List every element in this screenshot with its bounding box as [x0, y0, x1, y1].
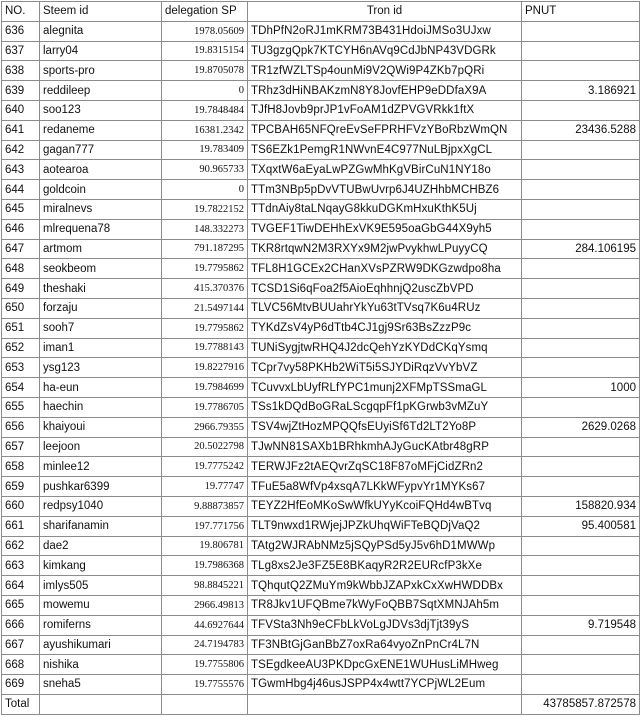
cell-no: 642: [2, 140, 40, 160]
cell-delegation-sp: 19.7822152: [162, 199, 248, 219]
cell-steem-id: pushkar6399: [40, 477, 162, 497]
cell-no: 657: [2, 437, 40, 457]
cell-steem-id: larry04: [40, 41, 162, 61]
cell-no: 668: [2, 655, 40, 675]
cell-pnut: [522, 536, 640, 556]
cell-delegation-sp: 19.7788143: [162, 338, 248, 358]
cell-pnut: [522, 595, 640, 615]
cell-pnut: [522, 100, 640, 120]
table-row: [2, 279, 640, 299]
cell-steem-id: imlys505: [40, 576, 162, 596]
cell-tron-id: TJwNN81SAXb1BRhkmhAJyGucKAtbr48gRP: [248, 437, 522, 457]
total-empty-steem: [40, 694, 162, 714]
total-pnut: 43785857.872578: [522, 694, 640, 714]
cell-tron-id: TTdnAiy8taLNqayG8kkuDGKmHxuKthK5Uj: [248, 199, 522, 219]
cell-tron-id: TU3gzgQpk7KTCYH6nAVq9CdJbNP43VDGRk: [248, 41, 522, 61]
cell-pnut: [522, 21, 640, 41]
table-row: [2, 318, 640, 338]
table-row: [2, 635, 640, 655]
table-row: [2, 576, 640, 596]
cell-delegation-sp: 16381.2342: [162, 120, 248, 140]
cell-pnut: [522, 556, 640, 576]
cell-no: 661: [2, 516, 40, 536]
cell-steem-id: khaiyoui: [40, 417, 162, 437]
cell-steem-id: reddileep: [40, 81, 162, 101]
cell-no: 662: [2, 536, 40, 556]
cell-no: 653: [2, 358, 40, 378]
cell-no: 654: [2, 378, 40, 398]
cell-no: 665: [2, 595, 40, 615]
cell-delegation-sp: 98.8845221: [162, 576, 248, 596]
cell-steem-id: ysg123: [40, 358, 162, 378]
table-row: [2, 160, 640, 180]
cell-tron-id: TERWJFz2tAEQvrZqSC18F87oMFjCidZRn2: [248, 457, 522, 477]
cell-tron-id: TSs1kDQdBoGRaLScgqpFf1pKGrwb3vMZuY: [248, 397, 522, 417]
cell-delegation-sp: 9.88873857: [162, 496, 248, 516]
cell-no: 655: [2, 397, 40, 417]
cell-tron-id: TQhqutQ2ZMuYm9kWbbJZAPxkCxXwHWDDBx: [248, 576, 522, 596]
table-row: [2, 417, 640, 437]
cell-delegation-sp: 19.7848484: [162, 100, 248, 120]
cell-no: 638: [2, 61, 40, 81]
cell-pnut: [522, 457, 640, 477]
cell-steem-id: leejoon: [40, 437, 162, 457]
cell-no: 660: [2, 496, 40, 516]
cell-tron-id: TS6EZk1PemgR1NWvnE4C977NuLBjpxXgCL: [248, 140, 522, 160]
cell-tron-id: TPCBAH65NFQreEvSeFPRHFVzYBoRbzWmQN: [248, 120, 522, 140]
cell-delegation-sp: 90.965733: [162, 160, 248, 180]
cell-delegation-sp: 21.5497144: [162, 298, 248, 318]
cell-no: 647: [2, 239, 40, 259]
cell-steem-id: miralnevs: [40, 199, 162, 219]
cell-delegation-sp: 19.7755806: [162, 655, 248, 675]
total-empty-tron: [248, 694, 522, 714]
cell-pnut: [522, 298, 640, 318]
table-row: [2, 615, 640, 635]
total-empty-sp: [162, 694, 248, 714]
cell-pnut: [522, 338, 640, 358]
cell-tron-id: TAtg2WJRAbNMz5jSQyPSd5yJ5v6hD1MWWp: [248, 536, 522, 556]
table-row: [2, 595, 640, 615]
cell-pnut: [522, 41, 640, 61]
cell-delegation-sp: 19.8227916: [162, 358, 248, 378]
cell-pnut: 95.400581: [522, 516, 640, 536]
cell-steem-id: theshaki: [40, 279, 162, 299]
cell-pnut: [522, 635, 640, 655]
table-row: [2, 41, 640, 61]
cell-no: 666: [2, 615, 40, 635]
table-row: [2, 457, 640, 477]
cell-delegation-sp: 19.7755576: [162, 675, 248, 695]
cell-steem-id: romiferns: [40, 615, 162, 635]
table-row: [2, 556, 640, 576]
cell-no: 639: [2, 81, 40, 101]
cell-tron-id: TXqxtW6aEyaLwPZGwMhKgVBirCuN1NY18o: [248, 160, 522, 180]
cell-pnut: [522, 199, 640, 219]
cell-steem-id: aotearoa: [40, 160, 162, 180]
delegation-table: [1, 1, 640, 715]
cell-delegation-sp: 44.6927644: [162, 615, 248, 635]
cell-steem-id: soo123: [40, 100, 162, 120]
cell-delegation-sp: 19.7984699: [162, 378, 248, 398]
cell-pnut: [522, 358, 640, 378]
cell-tron-id: TTm3NBp5pDvVTUBwUvrp6J4UZHhbMCHBZ6: [248, 180, 522, 200]
cell-pnut: [522, 219, 640, 239]
cell-pnut: [522, 140, 640, 160]
cell-pnut: [522, 397, 640, 417]
table-row: [2, 358, 640, 378]
cell-tron-id: TCuvvxLbUyfRLfYPC1munj2XFMpTSSmaGL: [248, 378, 522, 398]
cell-delegation-sp: 19.7795862: [162, 259, 248, 279]
cell-no: 645: [2, 199, 40, 219]
cell-no: 641: [2, 120, 40, 140]
cell-pnut: [522, 61, 640, 81]
cell-steem-id: redaneme: [40, 120, 162, 140]
cell-no: 656: [2, 417, 40, 437]
cell-tron-id: TLg8xs2Je3FZ5E8BKaqyR2R2EURcfP3kXe: [248, 556, 522, 576]
cell-no: 669: [2, 675, 40, 695]
cell-tron-id: TVGEF1TiwDEHhExVK9E595oaGbG44X9yh5: [248, 219, 522, 239]
cell-steem-id: forzaju: [40, 298, 162, 318]
cell-no: 644: [2, 180, 40, 200]
cell-no: 640: [2, 100, 40, 120]
cell-steem-id: ha-eun: [40, 378, 162, 398]
cell-delegation-sp: 415.370376: [162, 279, 248, 299]
cell-pnut: 158820.934: [522, 496, 640, 516]
table-row: [2, 437, 640, 457]
table-row: [2, 477, 640, 497]
cell-tron-id: TLVC56MtvBUUahrYkYu63tTVsq7K6u4RUz: [248, 298, 522, 318]
cell-steem-id: sharifanamin: [40, 516, 162, 536]
cell-delegation-sp: 791.187295: [162, 239, 248, 259]
cell-pnut: [522, 655, 640, 675]
cell-pnut: [522, 259, 640, 279]
table-row: [2, 199, 640, 219]
cell-no: 658: [2, 457, 40, 477]
cell-pnut: [522, 477, 640, 497]
table-row: [2, 675, 640, 695]
table-row: [2, 21, 640, 41]
cell-steem-id: sports-pro: [40, 61, 162, 81]
cell-steem-id: iman1: [40, 338, 162, 358]
cell-steem-id: goldcoin: [40, 180, 162, 200]
table-row: [2, 536, 640, 556]
table-row: [2, 516, 640, 536]
total-row: [2, 694, 640, 714]
cell-no: 659: [2, 477, 40, 497]
cell-steem-id: alegnita: [40, 21, 162, 41]
cell-tron-id: TKR8rtqwN2M3RXYx9M2jwPvykhwLPuyyCQ: [248, 239, 522, 259]
cell-tron-id: TCpr7vy58PKHb2WiT5i5SJYDiRqzVvYbVZ: [248, 358, 522, 378]
header-pnut: PNUT: [522, 2, 640, 22]
cell-tron-id: TUNiSygjtwRHQ4J2dcQehYzKYDdCKqYsmq: [248, 338, 522, 358]
cell-steem-id: sooh7: [40, 318, 162, 338]
cell-tron-id: TFL8H1GCEx2CHanXVsPZRW9DKGzwdpo8ha: [248, 259, 522, 279]
cell-delegation-sp: 1978.05609: [162, 21, 248, 41]
cell-pnut: [522, 279, 640, 299]
table-row: [2, 655, 640, 675]
cell-delegation-sp: 19.7775242: [162, 457, 248, 477]
table-row: [2, 378, 640, 398]
cell-delegation-sp: 19.77747: [162, 477, 248, 497]
header-row: [2, 2, 640, 22]
cell-delegation-sp: 197.771756: [162, 516, 248, 536]
cell-tron-id: TRhz3dHiNBAKzmN8Y8JovfEHP9eDDfaX9A: [248, 81, 522, 101]
total-label: Total: [2, 694, 40, 714]
cell-delegation-sp: 148.332273: [162, 219, 248, 239]
cell-tron-id: TFVSta3Nh9eCFbLkVoLgJDVs3djTjt39yS: [248, 615, 522, 635]
cell-delegation-sp: 19.8315154: [162, 41, 248, 61]
cell-tron-id: TGwmHbg4j46usJSPP4x4wtt7YCPjWL2Eum: [248, 675, 522, 695]
table-row: [2, 496, 640, 516]
header-tron-id: Tron id: [248, 2, 522, 22]
cell-steem-id: gagan777: [40, 140, 162, 160]
cell-tron-id: TCSD1Si6qFoa2f5AioEqhhnjQ2uscZbVPD: [248, 279, 522, 299]
cell-steem-id: mowemu: [40, 595, 162, 615]
cell-no: 643: [2, 160, 40, 180]
cell-steem-id: mlrequena78: [40, 219, 162, 239]
cell-delegation-sp: 2966.79355: [162, 417, 248, 437]
cell-delegation-sp: 19.8705078: [162, 61, 248, 81]
cell-pnut: [522, 160, 640, 180]
table-row: [2, 100, 640, 120]
cell-delegation-sp: 19.783409: [162, 140, 248, 160]
cell-no: 646: [2, 219, 40, 239]
cell-pnut: [522, 318, 640, 338]
cell-steem-id: redpsy1040: [40, 496, 162, 516]
table-row: [2, 239, 640, 259]
table-row: [2, 180, 640, 200]
header-delegation-sp: delegation SP: [162, 2, 248, 22]
cell-steem-id: ayushikumari: [40, 635, 162, 655]
cell-pnut: [522, 437, 640, 457]
cell-steem-id: haechin: [40, 397, 162, 417]
cell-delegation-sp: 20.5022798: [162, 437, 248, 457]
cell-pnut: [522, 180, 640, 200]
table-row: [2, 81, 640, 101]
header-no: NO.: [2, 2, 40, 22]
table-row: [2, 298, 640, 318]
cell-pnut: 3.186921: [522, 81, 640, 101]
cell-tron-id: TYKdZsV4yP6dTtb4CJ1gj9Sr63BsZzzP9c: [248, 318, 522, 338]
cell-no: 648: [2, 259, 40, 279]
cell-delegation-sp: 19.7795862: [162, 318, 248, 338]
table-row: [2, 219, 640, 239]
table-row: [2, 338, 640, 358]
cell-tron-id: TR1zfWZLTSp4ounMi9V2QWi9P4ZKb7pQRi: [248, 61, 522, 81]
cell-delegation-sp: 0: [162, 180, 248, 200]
cell-no: 652: [2, 338, 40, 358]
cell-steem-id: sneha5: [40, 675, 162, 695]
cell-pnut: 1000: [522, 378, 640, 398]
table-row: [2, 259, 640, 279]
cell-delegation-sp: 0: [162, 81, 248, 101]
cell-delegation-sp: 19.7786705: [162, 397, 248, 417]
cell-tron-id: TSV4wjZtHozMPQQfsEUyiSf6Td2LT2Yo8P: [248, 417, 522, 437]
cell-no: 637: [2, 41, 40, 61]
cell-no: 664: [2, 576, 40, 596]
cell-tron-id: TLT9nwxd1RWjejJPZkUhqWiFTeBQDjVaQ2: [248, 516, 522, 536]
cell-delegation-sp: 19.7986368: [162, 556, 248, 576]
cell-tron-id: TSEgdkeeAU3PKDpcGxENE1WUHusLiMHweg: [248, 655, 522, 675]
header-steem-id: Steem id: [40, 2, 162, 22]
cell-delegation-sp: 2966.49813: [162, 595, 248, 615]
cell-steem-id: kimkang: [40, 556, 162, 576]
cell-no: 636: [2, 21, 40, 41]
cell-steem-id: seokbeom: [40, 259, 162, 279]
cell-delegation-sp: 19.806781: [162, 536, 248, 556]
cell-pnut: [522, 576, 640, 596]
cell-no: 650: [2, 298, 40, 318]
table-row: [2, 120, 640, 140]
cell-steem-id: minlee12: [40, 457, 162, 477]
cell-no: 651: [2, 318, 40, 338]
cell-no: 663: [2, 556, 40, 576]
cell-tron-id: TFuE5a8WfVp4xsqA7LKkWFypvYr1MYKs67: [248, 477, 522, 497]
cell-pnut: 9.719548: [522, 615, 640, 635]
cell-steem-id: dae2: [40, 536, 162, 556]
table-row: [2, 61, 640, 81]
cell-tron-id: TJfH8Jovb9prJP1vFoAM1dZPVGVRkk1ftX: [248, 100, 522, 120]
cell-pnut: 23436.5288: [522, 120, 640, 140]
cell-tron-id: TF3NBtGjGanBbZ7oxRa64vyoZnPnCr4L7N: [248, 635, 522, 655]
cell-steem-id: artmom: [40, 239, 162, 259]
cell-tron-id: TR8Jkv1UFQBme7kWyFoQBB7SqtXMNJAh5m: [248, 595, 522, 615]
cell-no: 649: [2, 279, 40, 299]
table-row: [2, 397, 640, 417]
cell-pnut: 284.106195: [522, 239, 640, 259]
cell-pnut: 2629.0268: [522, 417, 640, 437]
cell-pnut: [522, 675, 640, 695]
cell-delegation-sp: 24.7194783: [162, 635, 248, 655]
table-row: [2, 140, 640, 160]
cell-no: 667: [2, 635, 40, 655]
cell-tron-id: TDhPfN2oRJ1mKRM73B431HdoiJMSo3UJxw: [248, 21, 522, 41]
cell-tron-id: TEYZ2HfEoMKoSwWfkUYyKcoiFQHd4wBTvq: [248, 496, 522, 516]
cell-steem-id: nishika: [40, 655, 162, 675]
